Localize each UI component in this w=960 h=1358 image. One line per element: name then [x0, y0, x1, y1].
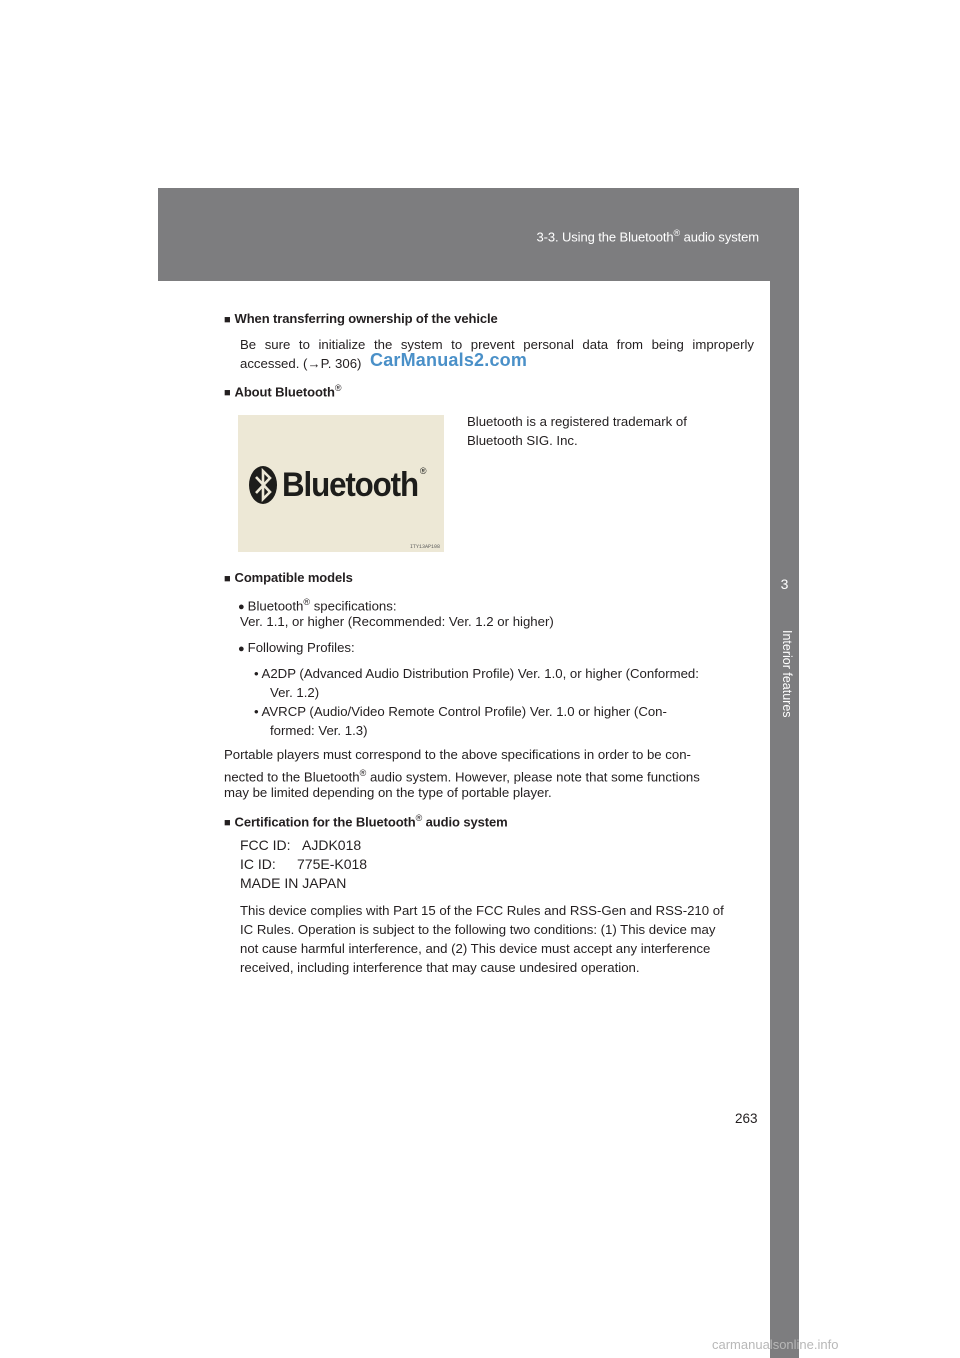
compliance-text: IC Rules. Operation is subject to the following two conditions: (1) This device may — [240, 922, 716, 937]
heading-about: ■ About Bluetooth® — [224, 383, 342, 400]
footer-watermark[interactable]: carmanualsonline.info — [712, 1337, 839, 1352]
page-reference-link[interactable]: accessed. (→P. 306) — [240, 356, 362, 371]
heading-transfer: ■ When transferring ownership of the vehicle — [224, 311, 498, 326]
fcc-id: FCC ID: AJDK018 — [240, 837, 362, 853]
ic-id: IC ID: 775E-K018 — [240, 856, 368, 872]
profile-a2dp-cont: Ver. 1.2) — [270, 685, 320, 700]
circle-bullet-icon: ● — [238, 643, 245, 655]
compliance-text: not cause harmful interference, and (2) This device must accept any interference — [240, 941, 711, 956]
heading-compatible: ■ Compatible models — [224, 570, 353, 585]
made-in: MADE IN JAPAN — [240, 875, 347, 891]
bluetooth-caption: Bluetooth is a registered trademark of Bluetooth SIG. Inc. — [467, 414, 687, 448]
circle-bullet-icon: ● — [238, 601, 245, 614]
heading-certification: ■ Certification for the Bluetooth® audio system — [224, 813, 508, 830]
spec-detail: Ver. 1.1, or higher (Recommended: Ver. 1.2 or higher) — [240, 614, 554, 629]
bluetooth-wordmark: Bluetooth — [282, 466, 419, 504]
compliance-text: received, including interference that may cause undesired operation. — [240, 960, 640, 975]
profile-avrcp-cont: formed: Ver. 1.3) — [270, 723, 368, 738]
profile-avrcp: • AVRCP (Audio/Video Remote Control Profile) Ver. 1.0 or higher (Con- — [254, 704, 667, 719]
image-code: ITY13AP108 — [409, 544, 440, 550]
paragraph-transfer: Be sure to initialize the system to prevent personal data from being improperly accessed. (→P. 306) — [240, 337, 754, 371]
chapter-tab[interactable] — [770, 281, 799, 1358]
section-title: 3-3. Using the Bluetooth® audio system — [536, 228, 759, 245]
registered-mark: ® — [419, 466, 427, 476]
bullet-specifications: ● Bluetooth® specifications: — [238, 597, 397, 614]
note-line: Portable players must correspond to the above specifications in order to be con- — [224, 747, 691, 762]
bluetooth-logo-image — [238, 415, 444, 552]
chapter-label: Interior features — [780, 630, 794, 718]
profile-a2dp: • A2DP (Advanced Audio Distribution Profile) Ver. 1.0, or higher (Conformed: — [254, 666, 699, 681]
watermark-link[interactable]: CarManuals2.com — [370, 350, 528, 370]
bluetooth-rune-icon — [248, 465, 278, 505]
note-line: may be limited depending on the type of portable player. — [224, 785, 552, 800]
compliance-text: This device complies with Part 15 of the FCC Rules and RSS-Gen and RSS-210 of — [240, 903, 724, 918]
square-bullet-icon: ■ — [224, 387, 231, 400]
note-line: nected to the Bluetooth® audio system. However, please note that some functions — [224, 768, 700, 785]
chapter-number: 3 — [780, 576, 789, 592]
square-bullet-icon: ■ — [224, 314, 231, 326]
page-number: 263 — [735, 1111, 758, 1126]
square-bullet-icon: ■ — [224, 573, 231, 585]
header-band — [158, 188, 799, 281]
bullet-profiles: ● Following Profiles: — [238, 640, 355, 655]
square-bullet-icon: ■ — [224, 817, 231, 830]
